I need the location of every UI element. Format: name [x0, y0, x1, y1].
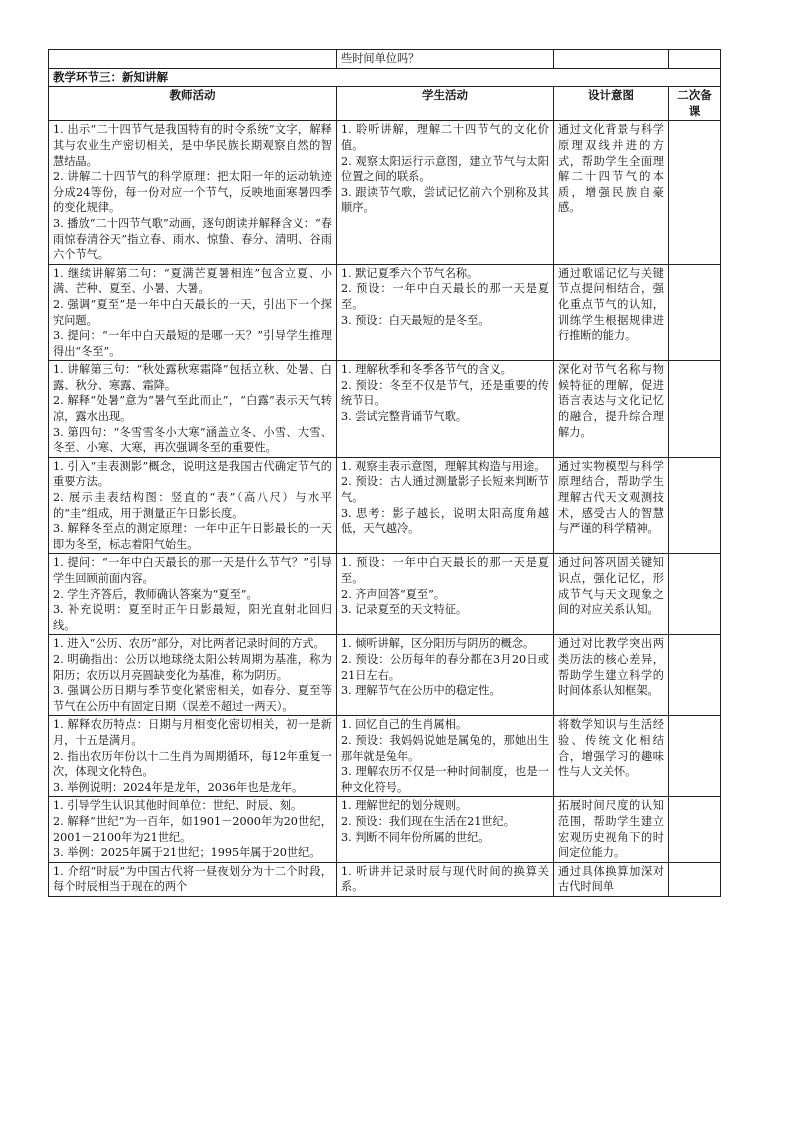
design-intent-text: 通过实物模型与科学原理结合，帮助学生理解古代天文观测技术，感受古人的智慧与严谨的科学精神。 [558, 459, 664, 536]
teacher-activity-item: 1. 出示“二十四节气是我国特有的时令系统”文字，解释其与农业生产密切相关，是中华民族长期观察自然的智慧结晶。 [53, 123, 332, 168]
revision-cell [669, 50, 721, 69]
student-cell [337, 121, 554, 264]
teacher-activity-item: 1. 引入“圭表测影”概念，说明这是我国古代确定节气的重要方法。 [53, 459, 332, 489]
student-activity-item: 2. 预设：一年中白天最长的那一天是夏至。 [341, 282, 549, 311]
student-activity-item: 1. 倾听讲解，区分阳历与阴历的概念。 [341, 637, 535, 651]
student-activity-item: 1. 默记夏季六个节气名称。 [341, 266, 479, 280]
teacher-activity-item: 1. 继续讲解第二句：“夏满芒夏暑相连”包含立夏、小满、芒种、夏至、小暑、大暑。 [53, 266, 332, 296]
design-intent-text: 拓展时间尺度的认知范围，帮助学生建立宏观历史视角下的时间定位能力。 [558, 799, 664, 860]
intent-cell [554, 716, 669, 797]
teacher-cell [49, 50, 337, 69]
intent-cell [554, 554, 669, 635]
revision-cell [669, 635, 721, 716]
teacher-activity-item: 2. 指出农历年份以十二生肖为周期循环，每12年重复一次，体现文化特色。 [53, 749, 332, 779]
student-cell [337, 264, 554, 361]
teacher-cell [49, 457, 337, 554]
student-activity-item: 1. 理解世纪的划分规则。 [341, 799, 468, 813]
revision-cell [669, 797, 721, 862]
student-activity-item: 3. 判断不同年份所属的世纪。 [341, 830, 490, 844]
teacher-activity-item: 2. 解释“世纪”为一百年，如1901－2000年为20世纪，2001－2100年为21世纪。 [53, 814, 332, 844]
teacher-activity-item: 2. 学生齐答后，教师确认答案为“夏至”。 [53, 587, 258, 601]
section-title: 教学环节三：新知讲解 [49, 68, 721, 87]
revision-cell [669, 554, 721, 635]
teacher-activity-item: 3. 第四句：“冬雪雪冬小大寒”涵盖立冬、小雪、大雪、冬至、小寒、大寒，再次强调冬至的重要性。 [53, 425, 332, 455]
student-cell [337, 361, 554, 458]
teacher-cell [49, 264, 337, 361]
teacher-activity-item: 1. 引导学生认识其他时间单位：世纪、时辰、刻。 [53, 799, 303, 813]
teacher-cell [49, 635, 337, 716]
teacher-activity-item: 1. 解释农历特点：日期与月相变化密切相关，初一是新月，十五是满月。 [53, 718, 332, 747]
student-activity-item: 2. 预设：古人通过测量影子长短来判断节气。 [341, 475, 549, 505]
revision-cell [669, 361, 721, 458]
student-activity-item: 3. 理解农历不仅是一种时间制度，也是一种文化符号。 [341, 765, 549, 794]
student-activity-item: 2. 预设：冬至不仅是节气，还是重要的传统节日。 [341, 378, 549, 408]
intent-cell [554, 797, 669, 862]
student-activity-item: 1. 回忆自己的生肖属相。 [341, 718, 468, 732]
teacher-cell [49, 121, 337, 264]
design-intent-text: 深化对节气名称与物候特征的理解，促进语言表达与文化记忆的融合，提升综合理解力。 [558, 363, 664, 439]
teacher-cell [49, 554, 337, 635]
intent-cell [554, 635, 669, 716]
intent-cell [554, 264, 669, 361]
teacher-activity-item: 2. 展示圭表结构图：竖直的“表”（高八尺）与水平的“圭”组成，用于测量正午日影长度。 [53, 491, 332, 520]
teacher-activity-item: 1. 进入“公历、农历”部分，对比两者记录时间的方式。 [53, 637, 325, 651]
activity-row [49, 862, 721, 896]
revision-cell [669, 264, 721, 361]
revision-cell [669, 457, 721, 554]
student-activity-item: 1. 理解秋季和冬季各节气的含义。 [341, 363, 512, 377]
intent-cell [554, 361, 669, 458]
intent-cell [554, 457, 669, 554]
activity-row [49, 264, 721, 361]
teacher-cell [49, 862, 337, 896]
student-cell [337, 716, 554, 797]
activity-row [49, 635, 721, 716]
teacher-activity-item: 3. 补充说明：夏至时正午日影最短，阳光直射北回归线。 [53, 603, 332, 632]
student-activity-item: 2. 齐声回答“夏至”。 [341, 587, 445, 601]
student-activity-item: 1. 观察圭表示意图，理解其构造与用途。 [341, 459, 546, 473]
teacher-cell [49, 716, 337, 797]
intent-cell [554, 50, 669, 69]
design-intent-text: 将数学知识与生活经验、传统文化相结合，增强学习的趣味性与人文关怀。 [558, 718, 664, 779]
design-intent-text: 通过歌谣记忆与关键节点提问相结合，强化重点节气的认知，训练学生根据规律进行推断的能力。 [558, 266, 664, 343]
teacher-activity-item: 3. 举例：2025年属于21世纪；1995年属于20世纪。 [53, 846, 321, 860]
student-activity-item: 3. 尝试完整背诵节气歌。 [341, 410, 468, 424]
teacher-activity-item: 2. 讲解二十四节气的科学原理：把太阳一年的运动轨迹分成24等份，每一份对应一个节气，反映地面寒暑四季的变化规律。 [53, 170, 332, 215]
section-row [49, 68, 721, 87]
revision-cell [669, 716, 721, 797]
header-revision: 二次备课 [669, 87, 721, 121]
teacher-activity-item: 3. 解释冬至点的测定原理：一年中正午日影最长的一天即为冬至，标志着阳气始生。 [53, 522, 332, 551]
student-cell [337, 862, 554, 896]
student-activity-item: 2. 预设：公历每年的春分都在3月20日或21日左右。 [341, 652, 549, 682]
student-cell [337, 457, 554, 554]
design-intent-text: 通过具体换算加深对古代时间单 [558, 864, 664, 894]
teacher-activity-item: 3. 强调公历日期与季节变化紧密相关，如春分、夏至等节气在公历中有固定日期（误差不超过一两天）。 [53, 684, 332, 713]
teacher-activity-item: 3. 举例说明：2024年是龙年，2036年也是龙年。 [53, 780, 304, 794]
student-cell [337, 554, 554, 635]
design-intent-text: 通过文化背景与科学原理双线并进的方式，帮助学生全面理解二十四节气的本质，增强民族自豪感。 [558, 123, 664, 215]
header-teacher: 教师活动 [49, 87, 337, 121]
lesson-plan-table [48, 49, 721, 897]
activity-row [49, 716, 721, 797]
activity-row [49, 121, 721, 264]
student-activity-item: 2. 观察太阳运行示意图，建立节气与太阳位置之间的联系。 [341, 154, 549, 184]
continuation-row [49, 50, 721, 69]
revision-cell [669, 862, 721, 896]
intent-cell [554, 862, 669, 896]
student-activity-item: 1. 聆听讲解，理解二十四节气的文化价值。 [341, 123, 549, 152]
activity-row [49, 797, 721, 862]
teacher-activity-item: 3. 播放“二十四节气歌”动画，逐句朗读并解释含义：“春雨惊春清谷天”指立春、雨水、惊蛰、春分、清明、谷雨六个节气。 [53, 216, 332, 262]
activity-row [49, 457, 721, 554]
design-intent-text: 通过问答巩固关键知识点，强化记忆，形成节气与天文现象之间的对应关系认知。 [558, 556, 664, 617]
teacher-activity-item: 2. 解释“处暑”意为“暑气至此而止”，“白露”表示天气转凉，露水出现。 [53, 394, 332, 424]
student-activity-item: 1. 听讲并记录时辰与现代时间的换算关系。 [341, 864, 549, 894]
student-activity-item: 3. 跟读节气歌，尝试记忆前六个别称及其顺序。 [341, 185, 549, 215]
activity-row [49, 361, 721, 458]
header-intent: 设计意图 [554, 87, 669, 121]
header-row [49, 87, 721, 121]
teacher-cell [49, 361, 337, 458]
activity-row [49, 554, 721, 635]
student-activity-item: 2. 预设：我们现在生活在21世纪。 [341, 814, 515, 828]
teacher-activity-item: 3. 提问：“一年中白天最短的是哪一天？”引导学生推理得出“冬至”。 [53, 329, 332, 358]
revision-cell [669, 121, 721, 264]
teacher-activity-item: 1. 介绍“时辰”为中国古代将一昼夜划分为十二个时段，每个时辰相当于现在的两个 [53, 864, 332, 894]
teacher-activity-item: 1. 提问：“一年中白天最长的那一天是什么节气？”引导学生回顾前面内容。 [53, 556, 332, 585]
student-activity-item: 2. 预设：我妈妈说她是属兔的，那她出生那年就是兔年。 [341, 733, 549, 763]
student-cell: 些时间单位吗？ [337, 50, 554, 69]
student-activity-item: 3. 记录夏至的天文特征。 [341, 603, 468, 617]
student-activity-item: 3. 预设：白天最短的是冬至。 [341, 313, 490, 327]
student-cell [337, 635, 554, 716]
student-cell [337, 797, 554, 862]
intent-cell [554, 121, 669, 264]
header-student: 学生活动 [337, 87, 554, 121]
student-activity-item: 3. 思考：影子越长，说明太阳高度角越低，天气越冷。 [341, 506, 549, 536]
student-activity-item: 1. 预设：一年中白天最长的那一天是夏至。 [341, 556, 549, 585]
teacher-activity-item: 2. 强调“夏至”是一年中白天最长的一天，引出下一个探究问题。 [53, 297, 332, 327]
design-intent-text: 通过对比教学突出两类历法的核心差异，帮助学生建立科学的时间体系认知框架。 [558, 637, 664, 698]
teacher-activity-item: 1. 讲解第三句：“秋处露秋寒霜降”包括立秋、处暑、白露、秋分、寒露、霜降。 [53, 363, 332, 392]
student-activity-item: 3. 理解节气在公历中的稳定性。 [341, 684, 501, 698]
teacher-cell [49, 797, 337, 862]
teacher-activity-item: 2. 明确指出：公历以地球绕太阳公转周期为基准，称为阳历；农历以月亮圆缺变化为基准，称为阴历。 [53, 652, 332, 682]
